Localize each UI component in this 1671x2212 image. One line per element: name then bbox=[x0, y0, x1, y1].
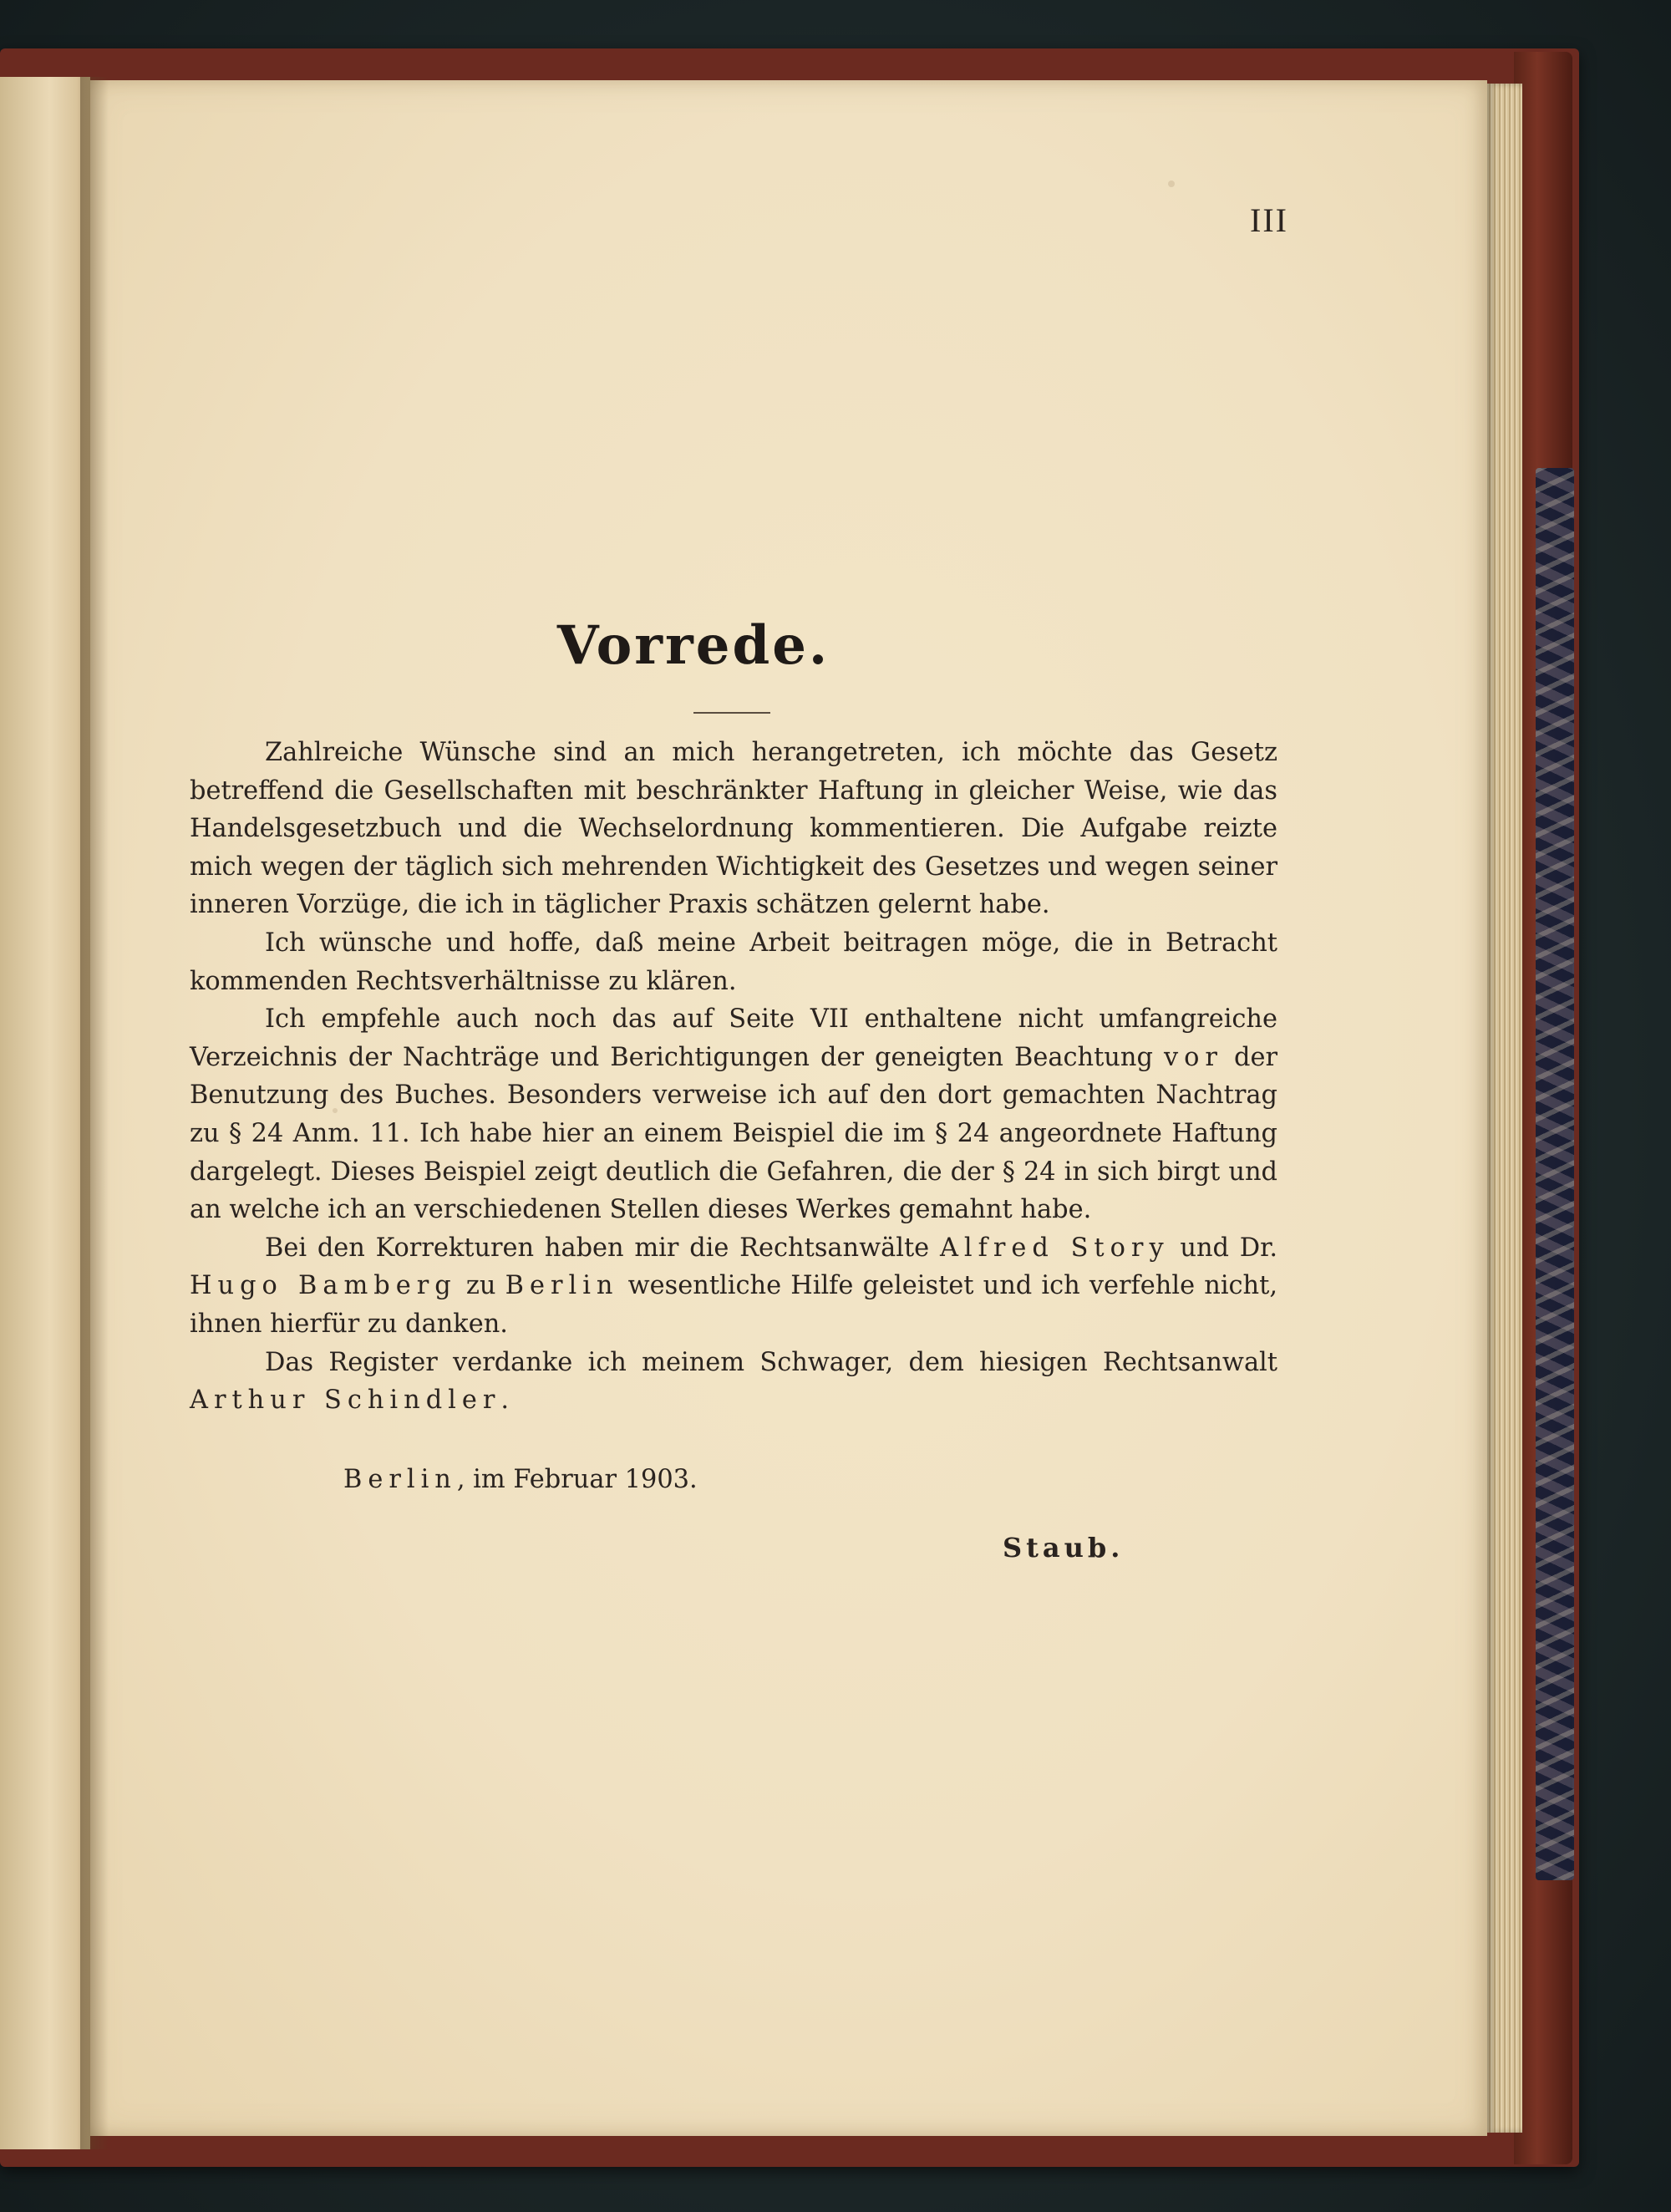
text-run: Zahlreiche Wünsche sind an mich herangetreten, ich möchte das Gesetz betreffend die Gesellschaften mit beschränkter Haftung in gleicher Weise, wie das Handelsgesetzbuch und die Wechselordnung kommentieren. Die Aufgabe reizte mich wegen der täglich sich mehrenden Wichtigkeit des Gesetzes und wegen seiner inneren Vorzüge, die ich in täglicher Praxis schätzen gelernt habe. bbox=[190, 738, 1277, 920]
spaced-emphasis: Berlin bbox=[505, 1271, 619, 1301]
spaced-emphasis: Alfred Story bbox=[939, 1233, 1170, 1263]
place-date-line bbox=[343, 1465, 698, 1494]
preface-body bbox=[190, 734, 1277, 1420]
text-run: zu bbox=[456, 1271, 505, 1301]
age-spot bbox=[1168, 181, 1175, 187]
text-run: Ich wünsche und hoffe, daß meine Arbeit beitragen möge, die in Betracht kommenden Rechtsverhältnisse zu klären. bbox=[190, 928, 1277, 996]
text-run: Ich empfehle auch noch das auf Seite VII enthaltene nicht umfangreiche Verzeichnis der Nachträge und Berichtigungen der geneigten Beachtung bbox=[190, 1004, 1277, 1072]
spaced-emphasis: Arthur Schindler bbox=[190, 1386, 501, 1416]
page-title: Vorrede. bbox=[556, 614, 830, 677]
author-signature: Staub. bbox=[1003, 1532, 1125, 1564]
spaced-emphasis: Hugo Bamberg bbox=[190, 1271, 457, 1301]
text-run: der Benutzung des Buches. Besonders verweise ich auf den dort gemachten Nachtrag zu § 24 Anm. 11. Ich habe hier an einem Beispiel die im § 24 angeordnete Haftung dargelegt. Dieses Beispiel zeigt deutlich die Gefahren, die der § 24 in sich birgt und an welche ich an verschiedenen Stellen dieses Werkes gemahnt habe. bbox=[190, 1042, 1277, 1225]
gutter-shadow bbox=[80, 77, 109, 2149]
page-block-edges bbox=[1487, 84, 1522, 2133]
text-run: Bei den Korrekturen haben mir die Rechtsanwälte bbox=[265, 1233, 940, 1263]
marbled-board bbox=[1536, 468, 1574, 1880]
title-rule bbox=[693, 712, 770, 714]
text-run: wesentliche Hilfe geleistet und ich verfehle nicht, ihnen hierfür zu danken. bbox=[190, 1271, 1278, 1339]
left-page-edge bbox=[0, 77, 90, 2149]
paragraph bbox=[190, 1000, 1277, 1229]
place-name: Berlin bbox=[343, 1465, 457, 1494]
page-number: III bbox=[1250, 201, 1288, 239]
paragraph bbox=[190, 924, 1277, 1000]
paragraph bbox=[190, 734, 1277, 924]
date-text: , im Februar 1903. bbox=[456, 1465, 698, 1494]
text-run: . bbox=[500, 1386, 510, 1416]
paragraph bbox=[190, 1344, 1277, 1420]
text-run: Das Register verdanke ich meinem Schwager, dem hiesigen Rechtsanwalt bbox=[265, 1347, 1277, 1377]
spaced-emphasis: vor bbox=[1163, 1042, 1223, 1072]
paragraph bbox=[190, 1229, 1277, 1344]
text-run: und Dr. bbox=[1169, 1233, 1277, 1263]
